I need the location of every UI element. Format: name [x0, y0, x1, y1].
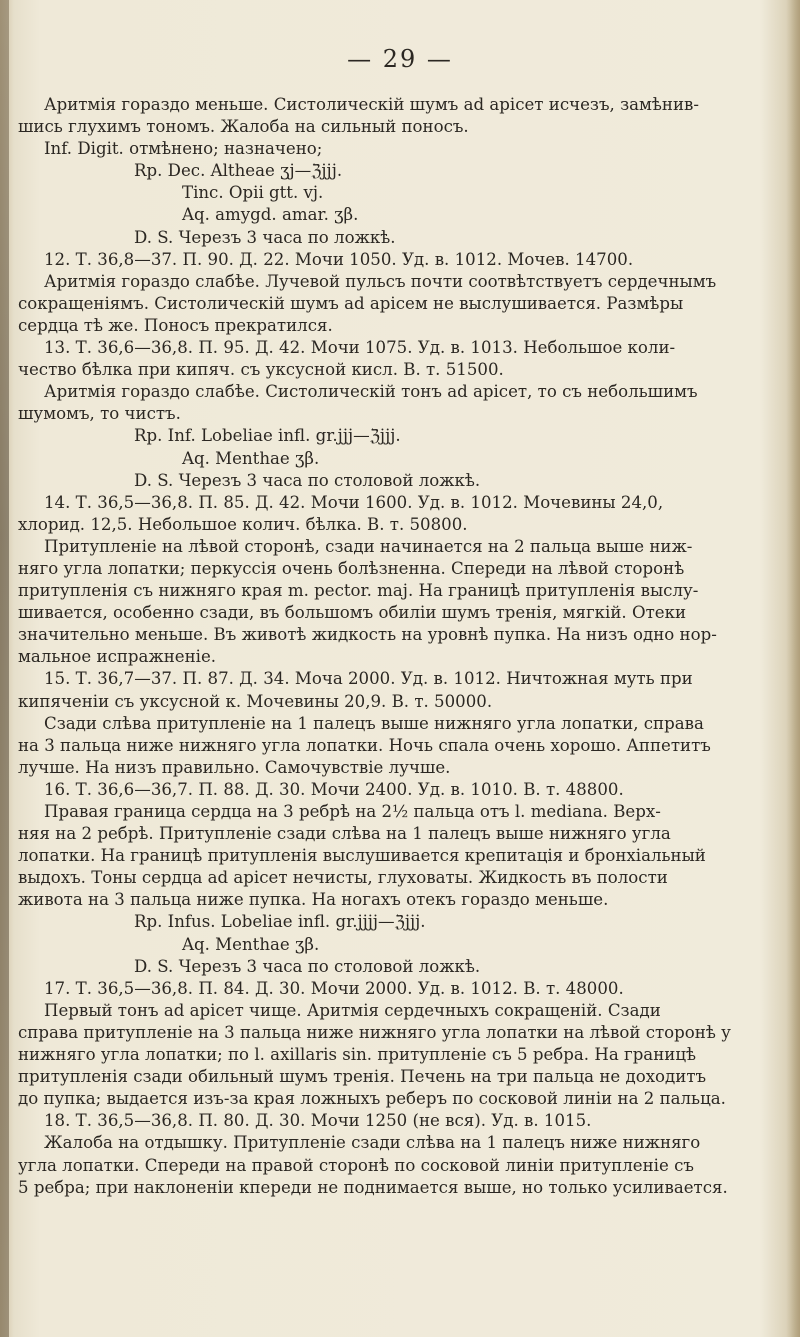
text-line: притупленія съ нижняго края m. pector. maj. На границѣ притупленія выслу- — [18, 581, 699, 601]
text-line: Аритмія гораздо слабѣе. Систолическій тонъ ad арісет, то съ небольшимъ — [44, 382, 698, 402]
text-line: чество бѣлка при кипяч. съ уксусной кисл. В. т. 51500. — [18, 360, 504, 380]
text-line: шивается, особенно сзади, въ большомъ обиліи шумъ тренія, мягкій. Отеки — [18, 603, 687, 623]
text-line: 5 ребра; при наклоненіи кпереди не поднимается выше, но только усиливается. — [18, 1177, 728, 1197]
text-line: D. S. Черезъ 3 часа по столовой ложкѣ. — [134, 470, 481, 490]
text-line: няго угла лопатки; перкуссія очень болѣзненна. Спереди на лѣвой сторонѣ — [18, 558, 685, 578]
text-line: Aq. Menthae ʒβ. — [182, 448, 320, 468]
text-line: 15. Т. 36,7—37. П. 87. Д. 34. Моча 2000. Уд. в. 1012. Ничтожная муть при — [44, 669, 693, 689]
text-line: выдохъ. Тоны сердца ad арісет нечисты, глуховаты. Жидкость въ полости — [18, 868, 668, 888]
text-line: живота на 3 пальца ниже пупка. На ногахъ отекъ гораздо меньше. — [18, 890, 609, 910]
text-line: на 3 пальца ниже нижняго угла лопатки. Ночь спала очень хорошо. Аппетитъ — [18, 735, 711, 755]
text-line: Aq. amygd. amar. ʒβ. — [182, 205, 359, 225]
text-line: няя на 2 ребрѣ. Притупленіе сзади слѣва на 1 палецъ выше нижняго угла — [18, 824, 671, 844]
text-line: хлорид. 12,5. Небольшое колич. бѣлка. В. т. 50800. — [18, 514, 468, 534]
text-line: Аритмія гораздо меньше. Систолическій шумъ ad арісет исчезъ, замѣнив- — [44, 95, 699, 114]
book-spine-shadow — [0, 0, 9, 1337]
text-line: Aq. Menthae ʒβ. — [182, 934, 320, 954]
text-line: Сзади слѣва притупленіе на 1 палецъ выше нижняго угла лопатки, справа — [44, 713, 704, 733]
text-line: лучше. На низъ правильно. Самочувствіе лучше. — [18, 757, 451, 777]
text-line: Inf. Digit. отмѣнено; назначено; — [44, 139, 323, 159]
text-line: мальное испражненіе. — [18, 647, 217, 667]
text-line: Rp. Dec. Althеae ʒj—ℨjjj. — [134, 161, 343, 181]
text-line: Жалоба на отдышку. Притупленіе сзади слѣва на 1 палецъ ниже нижняго — [44, 1133, 701, 1153]
text-line: шись глухимъ тономъ. Жалоба на сильный поносъ. — [18, 117, 469, 137]
text-line: 18. Т. 36,5—36,8. П. 80. Д. 30. Мочи 1250 (не вся). Уд. в. 1015. — [44, 1111, 592, 1131]
text-line: Tinc. Opii gtt. vj. — [182, 183, 324, 203]
text-line: Аритмія гораздо слабѣе. Лучевой пульсъ почти соотвѣтствуетъ сердечнымъ — [44, 271, 717, 291]
text-line: сокращеніямъ. Систолическій шумъ ad арісем не выслушивается. Размѣры — [18, 293, 684, 313]
text-line: шумомъ, то чистъ. — [18, 404, 181, 424]
text-line: 13. Т. 36,6—36,8. П. 95. Д. 42. Мочи 1075. Уд. в. 1013. Небольшое коли- — [44, 338, 676, 358]
text-line: Первый тонъ ad арісет чище. Аритмія сердечныхъ сокращеній. Сзади — [44, 1000, 661, 1020]
text-line: D. S. Черезъ 3 часа по столовой ложкѣ. — [134, 956, 481, 976]
text-line: Притупленіе на лѣвой сторонѣ, сзади начинается на 2 пальца выше ниж- — [44, 536, 693, 556]
page-number: — 29 — — [347, 45, 453, 73]
text-line: 17. Т. 36,5—36,8. П. 84. Д. 30. Мочи 2000. Уд. в. 1012. В. т. 48000. — [44, 978, 624, 998]
text-line: 12. Т. 36,8—37. П. 90. Д. 22. Мочи 1050. Уд. в. 1012. Мочев. 14700. — [44, 249, 634, 269]
text-line: притупленія сзади обильный шумъ тренія. Печень на три пальца не доходитъ — [18, 1067, 707, 1087]
page-text — [18, 94, 778, 1199]
text-line: справа притупленіе на 3 пальца ниже нижняго угла лопатки на лѣвой сторонѣ у — [18, 1022, 731, 1042]
text-line: Rp. Infus. Lobeliae infl. gr.jjjj—ℨjjj. — [134, 912, 426, 932]
text-line: нижняго угла лопатки; по l. axillaris sin. притупленіе съ 5 ребра. На границѣ — [18, 1045, 697, 1065]
text-line: до пупка; выдается изъ-за края ложныхъ реберъ по сосковой линіи на 2 пальца. — [18, 1089, 726, 1109]
page-edge-shadow — [786, 0, 800, 1337]
text-line: 14. Т. 36,5—36,8. П. 85. Д. 42. Мочи 1600. Уд. в. 1012. Мочевины 24,0, — [44, 492, 664, 512]
text-line: Rp. Inf. Lobeliae infl. gr.jjj—ℨjjj. — [134, 426, 401, 446]
text-line: сердца тѣ же. Поносъ прекратился. — [18, 315, 333, 335]
text-line: кипяченіи съ уксусной к. Мочевины 20,9. В. т. 50000. — [18, 691, 493, 711]
text-line: значительно меньше. Въ животѣ жидкость на уровнѣ пупка. На низъ одно нор- — [18, 625, 717, 645]
text-line: 16. Т. 36,6—36,7. П. 88. Д. 30. Мочи 2400. Уд. в. 1010. В. т. 48800. — [44, 779, 624, 799]
text-line: угла лопатки. Спереди на правой сторонѣ по сосковой линіи притупленіе съ — [18, 1155, 694, 1175]
text-line: D. S. Черезъ 3 часа по ложкѣ. — [134, 227, 396, 247]
text-line: Правая граница сердца на 3 ребрѣ на 2½ пальца отъ l. mediana. Верх- — [44, 802, 661, 821]
text-line: лопатки. На границѣ притупленія выслушивается крепитація и бронхіальный — [18, 846, 706, 866]
